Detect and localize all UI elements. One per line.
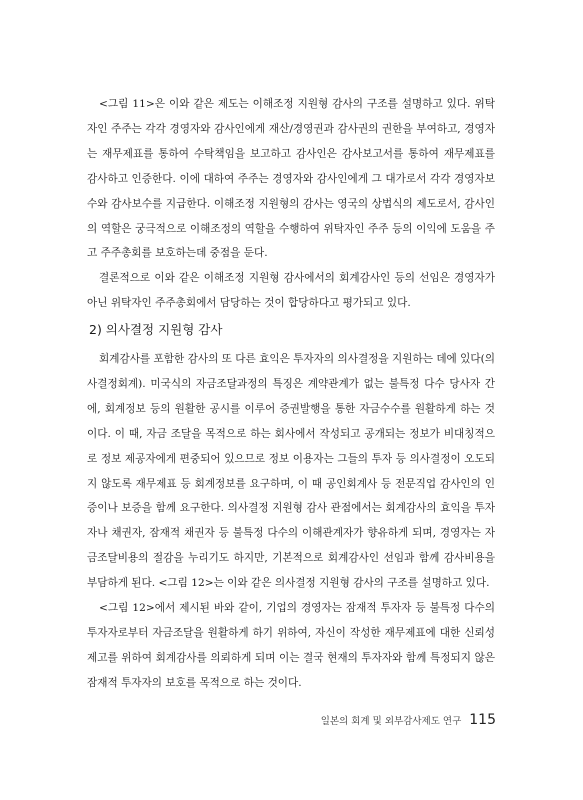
page-footer — [321, 712, 496, 728]
paragraph: 회계감사를 포함한 감사의 또 다른 효익은 투자자의 의사결정을 지원하는 데에 있다(의사결정회계). 미국식의 자금조달과정의 특징은 계약관계가 없는 불특정 다수 당사자 간에, 회계정보 등의 원활한 공시를 이루어 증권발행을 통한 자금수수를 원활하게 하는 것이다. 이 때, 자금 조달을 목적으로 하는 회사에서 작성되고 공개되는 정보가 비대칭적으로 정보 제공자에게 편중되어 있으므로 정보 이용자는 그들의 투자 등 의사결정이 오도되지 않도록 재무제표 등 회계정보를 요구하며, 이 때 공인회계사 등 전문직업 감사인의 인증이나 보증을 함께 요구한다. 의사결정 지원형 감사 관점에서는 회계감사의 효익을 투자자나 채권자, 잠재적 채권자 등 불특정 다수의 이해관계자가 향유하게 되며, 경영자는 자금조달비용의 절감을 누리기도 하지만, 기본적으로 회계감사인 선임과 함께 감사비용을 부담하게 된다. <그림 12>는 이와 같은 의사결정 지원형 감사의 구조를 설명하고 있다. — [87, 353, 495, 590]
section-heading: 2) 의사결정 지원형 감사 — [89, 322, 223, 337]
running-footer-title: 일본의 회계 및 외부감사제도 연구 — [320, 716, 462, 727]
paragraph: <그림 12>에서 제시된 바와 같이, 기업의 경영자는 잠재적 투자자 등 불특정 다수의 투자자로부터 자금조달을 원활하게 하기 위하여, 자신이 작성한 재무제표에 대한 신뢰성 제고를 위하여 회계감사를 의뢰하게 되며 이는 결국 현재의 투자자와 함께 특정되지 않은 잠재적 투자자의 보호를 목적으로 하는 것이다. — [87, 602, 495, 689]
paragraph: <그림 11>은 이와 같은 제도는 이해조정 지원형 감사의 구조를 설명하고 있다. 위탁자인 주주는 각각 경영자와 감사인에게 재산/경영권과 감사권의 권한을 부여하고, 경영자는 재무제표를 통하여 수탁책임을 보고하고 감사인은 감사보고서를 통하여 재무제표를 감사하고 인증한다. 이에 대하여 주주는 경영자와 감사인에게 그 대가로서 각각 경영자보수와 감사보수를 지급한다. 이해조정 지원형의 감사는 영국의 상법식의 제도로서, 감사인의 역할은 궁극적으로 이해조정의 역할을 수행하여 위탁자인 주주 등의 이익에 도움을 주고 주주총회를 보호하는데 중점을 둔다. — [87, 98, 495, 260]
section-2-text — [87, 347, 495, 696]
section-1-text — [87, 92, 495, 316]
paragraph: 결론적으로 이와 같은 이해조정 지원형 감사에서의 회계감사인 등의 선임은 경영자가 아닌 위탁자인 주주총회에서 담당하는 것이 합당하다고 평가되고 있다. — [87, 272, 495, 310]
page-number: 115 — [469, 712, 496, 728]
